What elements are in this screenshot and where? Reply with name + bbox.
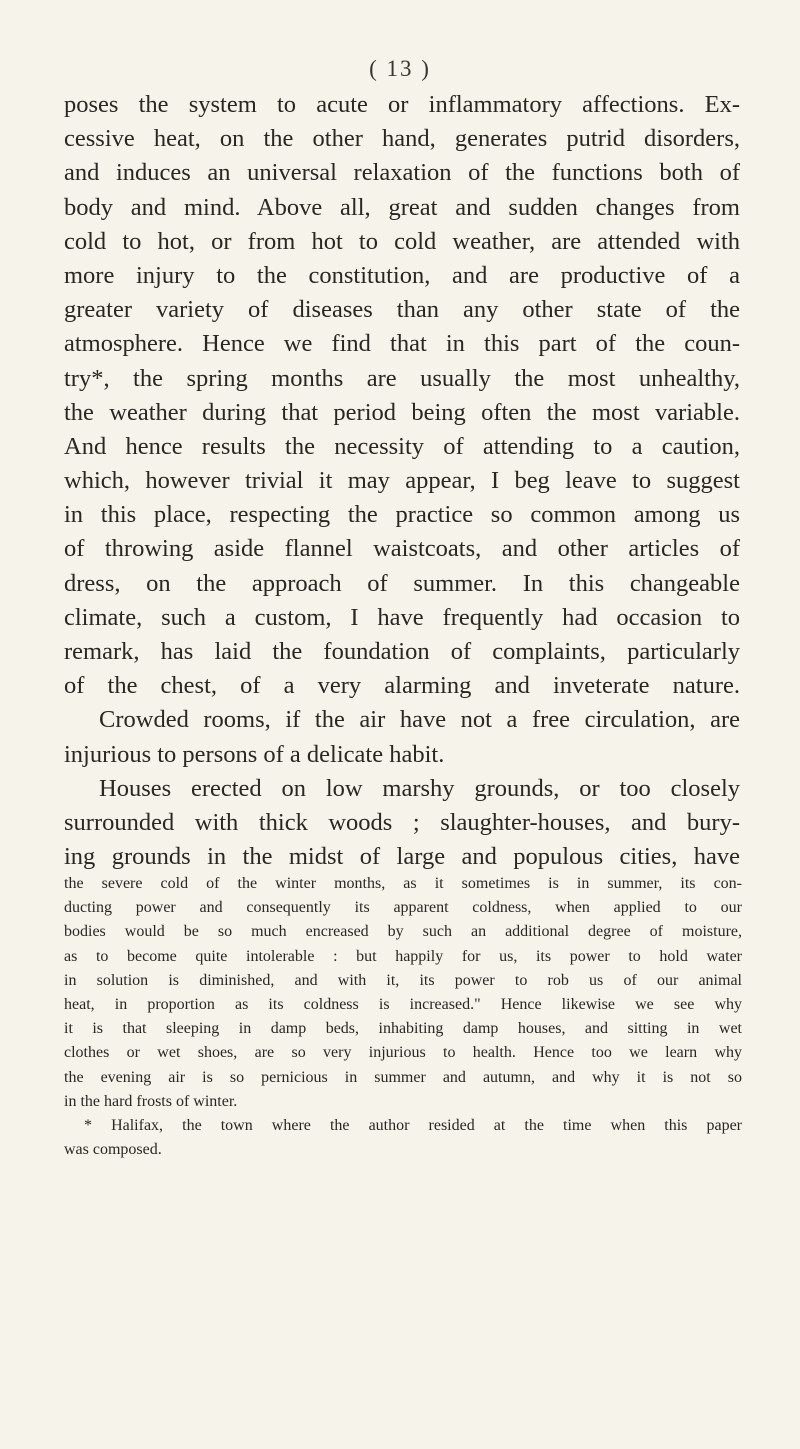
body-line: greater variety of diseases than any other state of the [64,296,740,324]
body-line: Houses erected on low marshy grounds, or too closely [99,774,740,802]
body-line: ing grounds in the midst of large and populous cities, have [64,843,740,871]
body-line: body and mind. Above all, great and sudden changes from [64,193,740,221]
body-line: of the chest, of a very alarming and inveterate nature. [64,672,740,700]
body-text [64,88,740,874]
footnote-line: in the hard frosts of winter. [64,1092,238,1110]
body-line: dress, on the approach of summer. In this changeable [64,569,740,597]
body-line: of throwing aside flannel waistcoats, and other articles of [64,535,740,563]
body-line: cessive heat, on the other hand, generates putrid disorders, [64,125,740,153]
body-line: the weather during that period being often the most variable. [64,398,740,426]
footnote-line: bodies would be so much encreased by such an additional degree of moisture, [64,923,742,941]
footnote-line: the evening air is so pernicious in summer and autumn, and why it is not so [64,1068,742,1086]
body-line: atmosphere. Hence we find that in this part of the coun- [64,330,740,358]
body-line: remark, has laid the foundation of complaints, particularly [64,638,740,665]
footnote [64,872,742,1162]
body-line: cold to hot, or from hot to cold weather, are attended with [64,227,740,255]
footnote-line: clothes or wet shoes, are so very injurious to health. Hence too we learn why [64,1044,742,1062]
body-line: climate, such a custom, I have frequently had occasion to [64,603,740,631]
body-line: poses the system to acute or inflammatory affections. Ex- [64,91,740,118]
body-line: Crowded rooms, if the air have not a free circulation, are [99,706,740,734]
body-line: which, however trivial it may appear, I beg leave to suggest [64,467,740,495]
body-line: try*, the spring months are usually the most unhealthy, [64,364,740,392]
body-line: more injury to the constitution, and are productive of a [64,261,740,289]
body-line: And hence results the necessity of attending to a caution, [64,432,740,460]
footnote-line: as to become quite intolerable : but happily for us, its power to hold water [64,947,742,965]
footnote-line: heat, in proportion as its coldness is increased." Hence likewise we see why [64,995,742,1013]
body-line: in this place, respecting the practice so common among us [64,501,740,529]
footnote-line: was composed. [64,1141,162,1159]
page-number: ( 13 ) [369,56,431,81]
body-line: surrounded with thick woods ; slaughter-houses, and bury- [64,808,740,836]
footnote-line: it is that sleeping in damp beds, inhabiting damp houses, and sitting in wet [64,1020,742,1038]
body-line: and induces an universal relaxation of the functions both of [64,159,740,187]
body-line: injurious to persons of a delicate habit. [64,740,445,768]
footnote-line: ducting power and consequently its apparent coldness, when applied to our [64,899,742,917]
footnote-line: in solution is diminished, and with it, its power to rob us of our animal [64,971,742,989]
footnote-line: the severe cold of the winter months, as it sometimes is in summer, its con- [64,875,742,892]
footnote-line: * Halifax, the town where the author resided at the time when this paper [84,1116,742,1134]
